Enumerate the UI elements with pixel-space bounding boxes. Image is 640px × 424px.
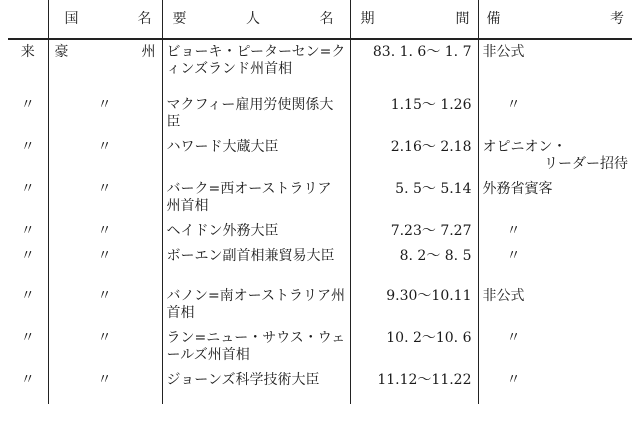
row-origin: 〃 xyxy=(20,330,35,346)
row-person: ラン=ニュー・サウス・ウェールズ州首相 xyxy=(162,326,350,368)
row-person: ジョーンズ科学技術大臣 xyxy=(162,368,350,404)
row-person: ハワード大蔵大臣 xyxy=(162,135,350,177)
visits-table xyxy=(8,0,632,404)
row-country-right: 〃 xyxy=(97,288,112,304)
row-remarks-text: 〃 xyxy=(506,223,521,239)
table-row xyxy=(8,177,632,219)
row-person: マクフィー雇用労使関係大臣 xyxy=(162,93,350,135)
row-country xyxy=(48,39,162,93)
row-period: 8. 2～ 8. 5 xyxy=(350,244,478,284)
row-period: 7.23～ 7.27 xyxy=(350,219,478,244)
row-country xyxy=(48,368,162,404)
row-person: バーク=西オーストラリア州首相 xyxy=(162,177,350,219)
row-period: 2.16～ 2.18 xyxy=(350,135,478,177)
row-person: バノン=南オーストラリア州首相 xyxy=(162,284,350,326)
row-remarks-text: 〃 xyxy=(506,372,521,388)
row-remarks xyxy=(478,284,632,326)
table-row xyxy=(8,326,632,368)
row-remarks xyxy=(478,219,632,244)
row-remarks-text: 外務省賓客 xyxy=(482,181,553,197)
row-country-right: 〃 xyxy=(97,223,112,239)
table-row xyxy=(8,368,632,404)
row-remarks xyxy=(478,93,632,135)
header-person: 要 人 名 xyxy=(162,0,350,39)
table-row xyxy=(8,93,632,135)
row-remarks-text: オピニオン・ xyxy=(482,139,567,155)
row-remarks xyxy=(478,244,632,284)
row-remarks-text: 非公式 xyxy=(482,44,525,60)
row-country xyxy=(48,284,162,326)
row-period: 1.15～ 1.26 xyxy=(350,93,478,135)
row-remarks-text: 〃 xyxy=(506,330,521,346)
table-row xyxy=(8,219,632,244)
row-country-right: 〃 xyxy=(97,181,112,197)
row-period: 10. 2～10. 6 xyxy=(350,326,478,368)
row-country xyxy=(48,93,162,135)
row-country-right: 〃 xyxy=(97,330,112,346)
header-country: 国 名 xyxy=(48,0,162,39)
row-period: 11.12～11.22 xyxy=(350,368,478,404)
row-remarks-text: 〃 xyxy=(506,97,521,113)
row-remarks xyxy=(478,135,632,177)
row-remarks xyxy=(478,326,632,368)
row-period: 9.30～10.11 xyxy=(350,284,478,326)
row-origin: 〃 xyxy=(20,372,35,388)
table-row xyxy=(8,244,632,284)
row-period: 83. 1. 6～ 1. 7 xyxy=(350,39,478,93)
row-country-right: 〃 xyxy=(97,97,112,113)
row-person: ビョーキ・ピーターセン=クィンズランド州首相 xyxy=(162,39,350,93)
row-country xyxy=(48,177,162,219)
row-country xyxy=(48,219,162,244)
row-origin: 来 xyxy=(20,44,35,60)
row-remarks xyxy=(478,368,632,404)
row-origin: 〃 xyxy=(20,139,35,155)
row-remarks-text: 非公式 xyxy=(482,288,525,304)
row-person: ヘイドン外務大臣 xyxy=(162,219,350,244)
row-country xyxy=(48,244,162,284)
header-period: 期 間 xyxy=(350,0,478,39)
row-origin: 〃 xyxy=(20,181,35,197)
row-person: ボーエン副首相兼貿易大臣 xyxy=(162,244,350,284)
table-row xyxy=(8,135,632,177)
table-row xyxy=(8,284,632,326)
row-country-right: 〃 xyxy=(97,139,112,155)
header-row xyxy=(8,0,632,39)
row-remarks-text-line2: リーダー招待 xyxy=(544,156,628,172)
row-country-right: 〃 xyxy=(97,248,112,264)
table-row xyxy=(8,39,632,93)
row-origin: 〃 xyxy=(20,97,35,113)
row-origin: 〃 xyxy=(20,223,35,239)
row-period: 5. 5～ 5.14 xyxy=(350,177,478,219)
row-country xyxy=(48,326,162,368)
row-country-left: 豪 xyxy=(54,44,69,60)
row-country-right: 〃 xyxy=(97,372,112,388)
row-origin: 〃 xyxy=(20,248,35,264)
row-country-right: 州 xyxy=(141,44,156,60)
header-remarks: 備 考 xyxy=(478,0,632,39)
row-remarks xyxy=(478,39,632,93)
row-country xyxy=(48,135,162,177)
header-blank xyxy=(8,0,48,39)
row-remarks-text: 〃 xyxy=(506,248,521,264)
row-origin: 〃 xyxy=(20,288,35,304)
row-remarks xyxy=(478,177,632,219)
